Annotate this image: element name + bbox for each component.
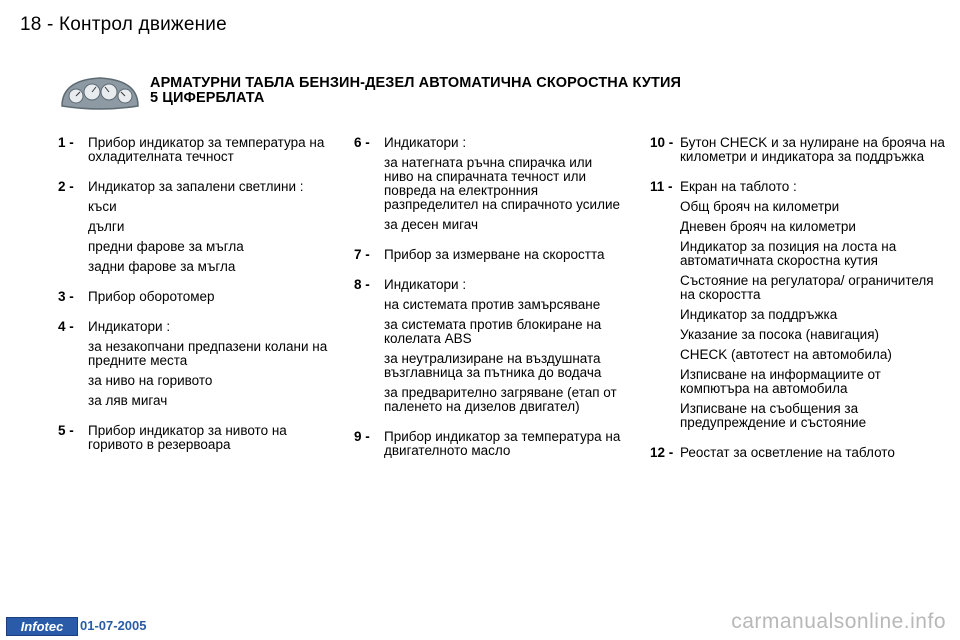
section-heading — [150, 76, 850, 106]
section-heading-line2: 5 ЦИФЕРБЛАТА — [150, 90, 265, 106]
item-sub: задни фарове за мъгла — [88, 259, 236, 274]
item-sub: CHECK (автотест на автомобила) — [680, 347, 892, 362]
item-sub: Състояние на регулатора/ ограничителя на скоростта — [680, 273, 934, 302]
item-label: Индикатори : — [384, 277, 467, 292]
item-sub: къси — [88, 199, 117, 214]
item-sub: дълги — [88, 219, 125, 234]
list-item — [650, 180, 950, 430]
instrument-cluster-icon — [58, 72, 142, 112]
item-number: 7 - — [354, 247, 370, 262]
item-label: Реостат за осветление на таблото — [680, 445, 895, 460]
list-item — [354, 278, 624, 414]
item-sub: за неутрализиране на въздушната възглавница за пътника до водача — [384, 351, 602, 380]
item-sub: за системата против блокиране на колелата ABS — [384, 317, 602, 346]
list-item — [354, 430, 624, 458]
item-label: Прибор оборотомер — [88, 289, 215, 304]
infotec-logo: Infotec — [6, 617, 78, 636]
item-sub: Дневен брояч на километри — [680, 219, 856, 234]
item-sub: на системата против замърсяване — [384, 297, 601, 312]
item-label: Прибор индикатор за нивото на горивото в резервоара — [88, 423, 287, 452]
item-sub: Изписване на информациите от компютъра на автомобила — [680, 367, 881, 396]
item-number: 11 - — [650, 179, 673, 194]
watermark: carmanualsonline.info — [731, 610, 946, 633]
list-item — [354, 248, 624, 262]
item-number: 9 - — [354, 429, 370, 444]
item-sub: за ниво на горивото — [88, 373, 213, 388]
list-item — [58, 136, 328, 164]
item-label: Бутон CHECK и за нулиране на брояча на километри и индикатора за поддръжка — [680, 135, 945, 164]
item-number: 4 - — [58, 319, 74, 334]
section-heading-line1: АРМАТУРНИ ТАБЛА БЕНЗИН-ДЕЗЕЛ АВТОМАТИЧНА СКОРОСТНА КУТИЯ — [150, 75, 681, 91]
item-label: Индикатор за запалени светлини : — [88, 179, 304, 194]
item-sub: за предварително загряване (етап от паленето на дизелов двигател) — [384, 385, 617, 414]
item-number: 8 - — [354, 277, 370, 292]
item-label: Индикатори : — [88, 319, 171, 334]
item-sub: предни фарове за мъгла — [88, 239, 244, 254]
item-sub: за десен мигач — [384, 217, 478, 232]
item-sub: Общ брояч на километри — [680, 199, 840, 214]
item-number: 5 - — [58, 423, 74, 438]
item-label: Екран на таблото : — [680, 179, 797, 194]
list-item — [58, 290, 328, 304]
column-2 — [354, 136, 624, 474]
item-label: Прибор за измерване на скоростта — [384, 247, 605, 262]
list-item — [58, 320, 328, 408]
item-number: 10 - — [650, 135, 674, 150]
item-label: Прибор индикатор за температура на двигателното масло — [384, 429, 621, 458]
list-item — [354, 136, 624, 232]
item-label: Прибор индикатор за температура на охладителната течност — [88, 135, 325, 164]
item-label: Индикатори : — [384, 135, 467, 150]
item-sub: за натегнатa ръчна спирачка или ниво на спирачната течност или повреда на електронния разпределител на спирачното усилие — [384, 155, 620, 212]
item-sub: за ляв мигач — [88, 393, 168, 408]
column-3 — [650, 136, 950, 476]
footer-date: 01-07-2005 — [80, 618, 147, 633]
list-item — [650, 446, 950, 460]
column-1 — [58, 136, 328, 468]
item-sub: Индикатор за поддръжка — [680, 307, 838, 322]
item-number: 1 - — [58, 135, 74, 150]
item-sub: Изписване на съобщения за предупреждение и състояние — [680, 401, 867, 430]
item-number: 2 - — [58, 179, 74, 194]
item-number: 12 - — [650, 445, 674, 460]
list-item — [58, 424, 328, 452]
item-number: 3 - — [58, 289, 74, 304]
list-item — [650, 136, 950, 164]
item-number: 6 - — [354, 135, 370, 150]
list-item — [58, 180, 328, 274]
item-sub: Индикатор за позиция на лоста на автоматичната скоростна кутия — [680, 239, 897, 268]
item-sub: Указание за посока (навигация) — [680, 327, 880, 342]
page-title: 18 - Контрол движение — [20, 14, 227, 35]
item-sub: за незакопчани предпазени колани на предните места — [88, 339, 328, 368]
